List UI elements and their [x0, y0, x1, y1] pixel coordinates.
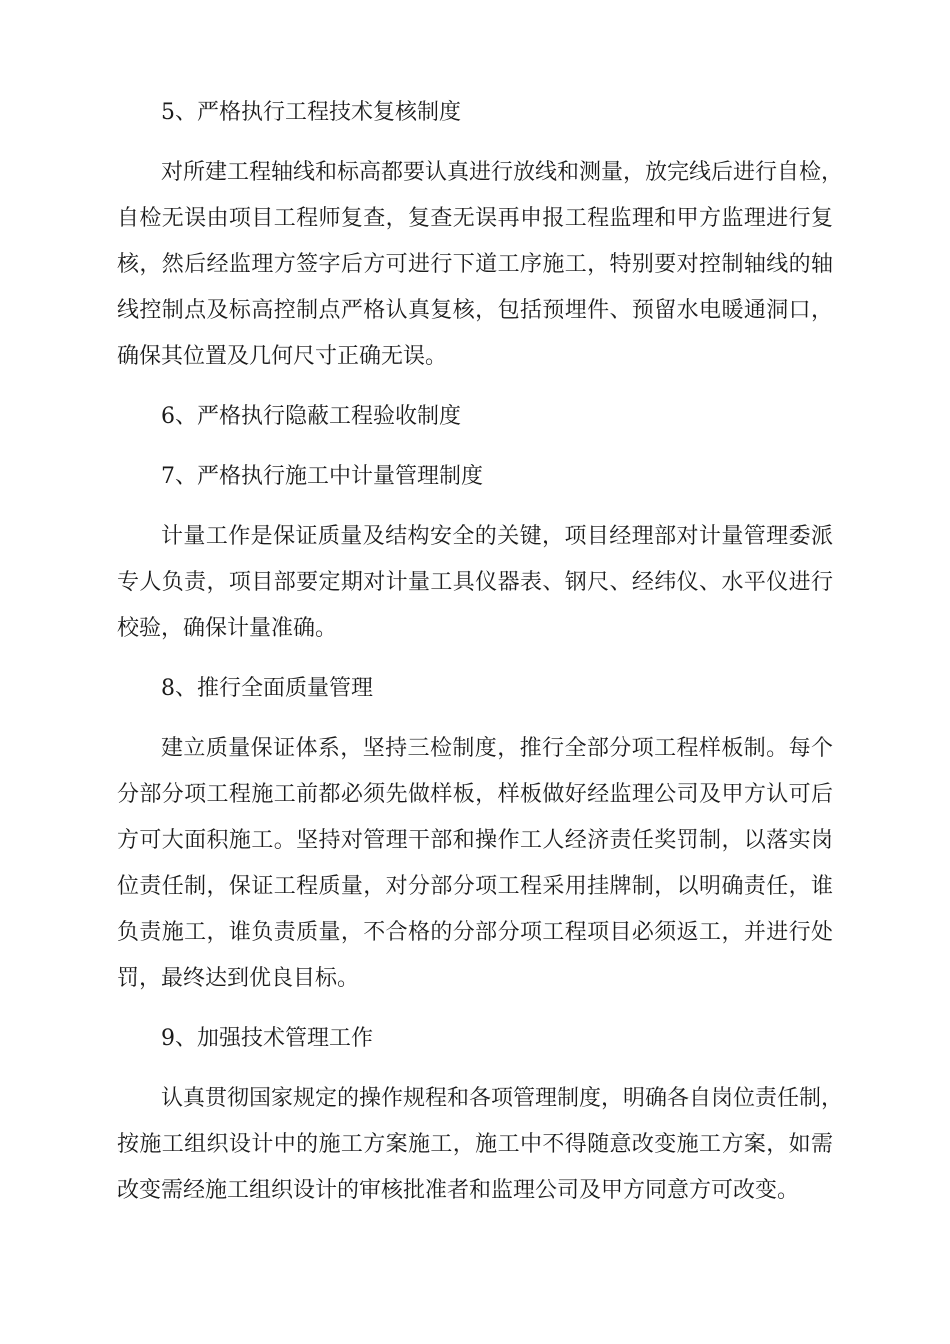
paragraph-line: 罚，最终达到优良目标。 — [117, 966, 360, 991]
section-heading-5: 5、严格执行工程技术复核制度 — [161, 100, 461, 125]
section-body-5 — [117, 150, 844, 380]
paragraph-line: 计量工作是保证质量及结构安全的关键，项目经理部对计量管理委派 — [161, 524, 833, 549]
paragraph-line: 校验，确保计量准确。 — [117, 616, 338, 641]
paragraph-line: 线控制点及标高控制点严格认真复核，包括预埋件、预留水电暖通洞口， — [117, 298, 833, 323]
paragraph-line: 分部分项工程施工前都必须先做样板，样板做好经监理公司及甲方认可后 — [117, 782, 833, 807]
paragraph-line: 方可大面积施工。坚持对管理干部和操作工人经济责任奖罚制，以落实岗 — [117, 828, 833, 853]
section-body-8 — [117, 726, 833, 1002]
section-heading-8: 8、推行全面质量管理 — [161, 676, 373, 701]
paragraph-line: 确保其位置及几何尺寸正确无误。 — [117, 344, 448, 369]
paragraph-line: 核，然后经监理方签字后方可进行下道工序施工，特别要对控制轴线的轴 — [117, 252, 833, 277]
document-page — [117, 90, 844, 1228]
paragraph-line: 专人负责，项目部要定期对计量工具仪器表、钢尺、经纬仪、水平仪进行 — [117, 570, 833, 595]
section-heading-7: 7、严格执行施工中计量管理制度 — [161, 464, 483, 489]
paragraph-line: 按施工组织设计中的施工方案施工，施工中不得随意改变施工方案，如需 — [117, 1132, 833, 1157]
paragraph-line: 认真贯彻国家规定的操作规程和各项管理制度，明确各自岗位责任制， — [161, 1086, 844, 1111]
section-body-7 — [117, 514, 833, 652]
section-heading-6: 6、严格执行隐蔽工程验收制度 — [161, 404, 461, 429]
section-body-9 — [117, 1076, 844, 1214]
paragraph-line: 自检无误由项目工程师复查，复查无误再申报工程监理和甲方监理进行复 — [117, 206, 833, 231]
paragraph-line: 位责任制，保证工程质量，对分部分项工程采用挂牌制，以明确责任，谁 — [117, 874, 833, 899]
section-heading-9: 9、加强技术管理工作 — [161, 1026, 373, 1051]
paragraph-line: 负责施工，谁负责质量，不合格的分部分项工程项目必须返工，并进行处 — [117, 920, 833, 945]
paragraph-line: 改变需经施工组织设计的审核批准者和监理公司及甲方同意方可改变。 — [117, 1178, 800, 1203]
paragraph-line: 对所建工程轴线和标高都要认真进行放线和测量，放完线后进行自检， — [161, 160, 844, 185]
paragraph-line: 建立质量保证体系，坚持三检制度，推行全部分项工程样板制。每个 — [161, 736, 833, 761]
